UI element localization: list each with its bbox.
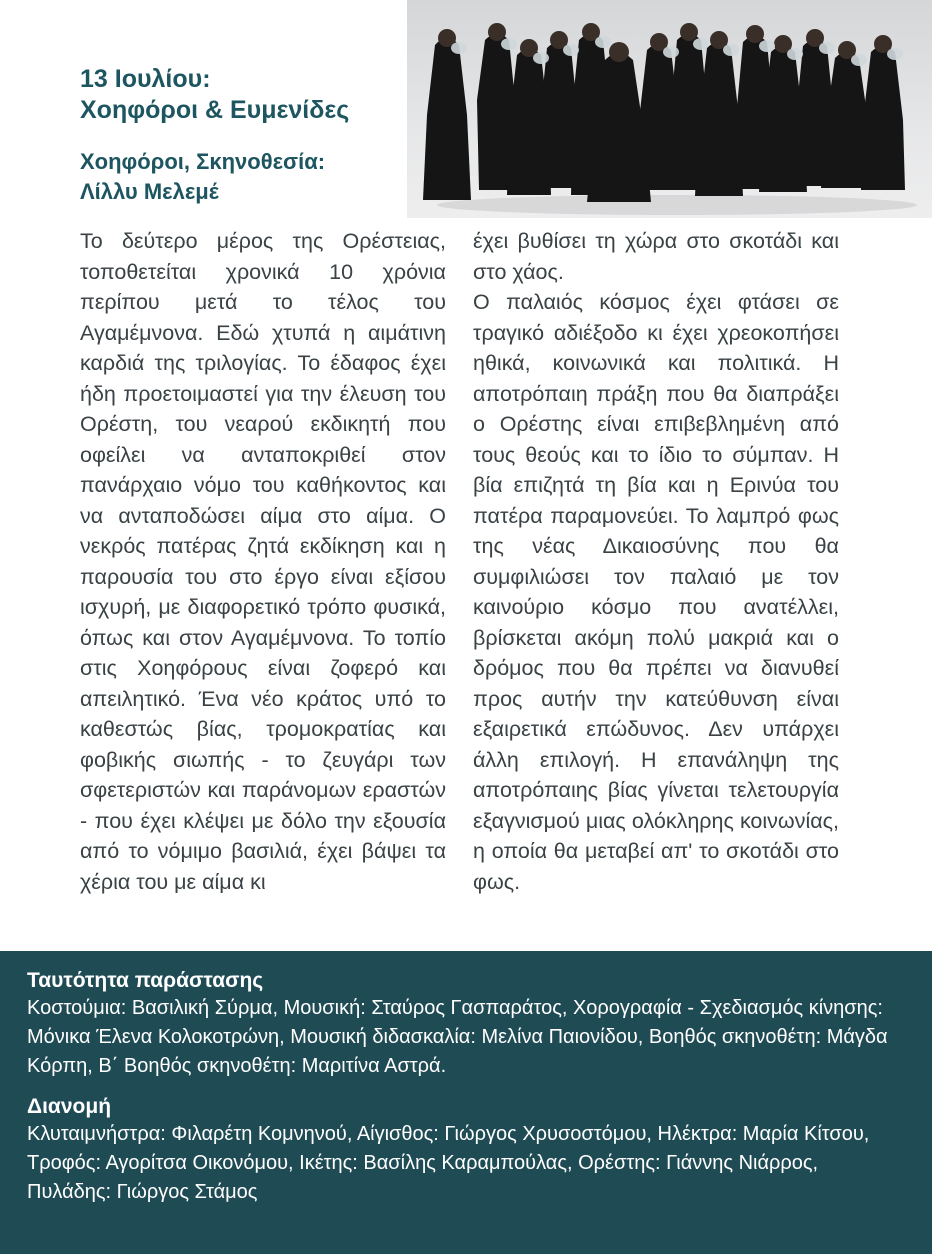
stage-ensemble-photo [407,0,932,218]
date-title: 13 Ιουλίου: [80,65,211,93]
cast-text: Κλυταιμνήστρα: Φιλαρέτη Κομνηνού, Αίγισθος: Γιώργος Χρυσοστόμου, Ηλέκτρα: Μαρία Κίτσου, Τροφός: Αγορίτσα Οικονόμου, Ικέτης: Βασίλης Καραμπούλας, Ορέστης: Γιάννης Νιάρρος, Πυλάδης: Γιώργος Στάμος [27,1123,870,1203]
article-paragraph: Ο παλαιός κόσμος έχει φτάσει σε τραγικό αδιέξοδο κι έχει χρεοκοπήσει ηθικά, κοινωνικά και πολιτικά. Η αποτρόπαιη πράξη που θα διαπράξει ο Ορέστης είναι επιβεβλημένη από τους θεούς και το ίδιο το σύμπαν. Η βία επιζητά τη βία και η Ερινύα του πατέρα παραμονεύει. Το λαμπρό φως της νέας Δικαιοσύνης που θα συμφιλιώσει τον παλαιό με τον καινούριο κόσμο που ανατέλλει, βρίσκεται ακόμη πολύ μακριά και ο δρόμος που θα πρέπει να διανυθεί προς αυτήν την κατεύθυνση είναι εξαιρετικά επώδυνος. Δεν υπάρχει άλλη επιλογή. Η επανάληψη της αποτρόπαιης βίας γίνεται τελετουργία εξαγνισμού μιας ολόκληρης κοινωνίας, η οποία θα μεταβεί απ' το σκοτάδι στο φως. [473,290,839,894]
article-paragraph: έχει βυθίσει τη χώρα στο σκοτάδι και στο χάος. [473,229,839,284]
credits-panel [0,951,932,1254]
cast-title: Διανομή [27,1095,112,1118]
article-left-column [80,226,446,897]
article-right-column [473,226,839,897]
stage-ensemble-photo-icon [407,0,932,218]
director-name: Λίλλυ Μελεμέ [80,179,219,204]
play-title: Χοηφόροι & Ευμενίδες [80,96,350,124]
identity-text: Κοστούμια: Βασιλική Σύρμα, Μουσική: Σταύρος Γασπαράτος, Χορογραφία - Σχεδιασμός κίνησης: Μόνικα Έλενα Κολοκοτρώνη, Μουσική διδασκαλία: Μελίνα Παιονίδου, Βοηθός σκηνοθέτη: Μάγδα Κόρπη, Β΄ Βοηθός σκηνοθέτη: Μαριτίνα Αστρά. [27,997,888,1077]
identity-title: Ταυτότητα παράστασης [27,969,264,992]
section-title: Χοηφόροι, Σκηνοθεσία: [80,149,326,174]
article-paragraph: Το δεύτερο μέρος της Ορέστειας, τοποθετείται χρονικά 10 χρόνια περίπου μετά το τέλος του Αγαμέμνονα. Εδώ χτυπά η αιμάτινη καρδιά της τριλογίας. Το έδαφος έχει ήδη προετοιμαστεί για την έλευση του Ορέστη, του νεαρού εκδικητή που οφείλει να ανταποκριθεί στον πανάρχαιο νόμο του καθήκοντος και να ανταποδώσει αίμα στο αίμα. Ο νεκρός πατέρας ζητά εκδίκηση και η παρουσία του στο έργο είναι εξίσου ισχυρή, με διαφορετικό τρόπο φυσικά, όπως και στον Αγαμέμνονα. Το τοπίο στις Χοηφόρους είναι ζοφερό και απειλητικό. Ένα νέο κράτος υπό το καθεστώς βίας, τρομοκρατίας και φοβικής σιωπής - το ζευγάρι των σφετεριστών και παράνομων εραστών - που έχει κλέψει με δόλο την εξουσία από το νόμιμο βασιλιά, έχει βάψει τα χέρια του με αίμα κι [80,229,446,894]
section-subheading [80,147,400,207]
event-heading [80,64,400,126]
